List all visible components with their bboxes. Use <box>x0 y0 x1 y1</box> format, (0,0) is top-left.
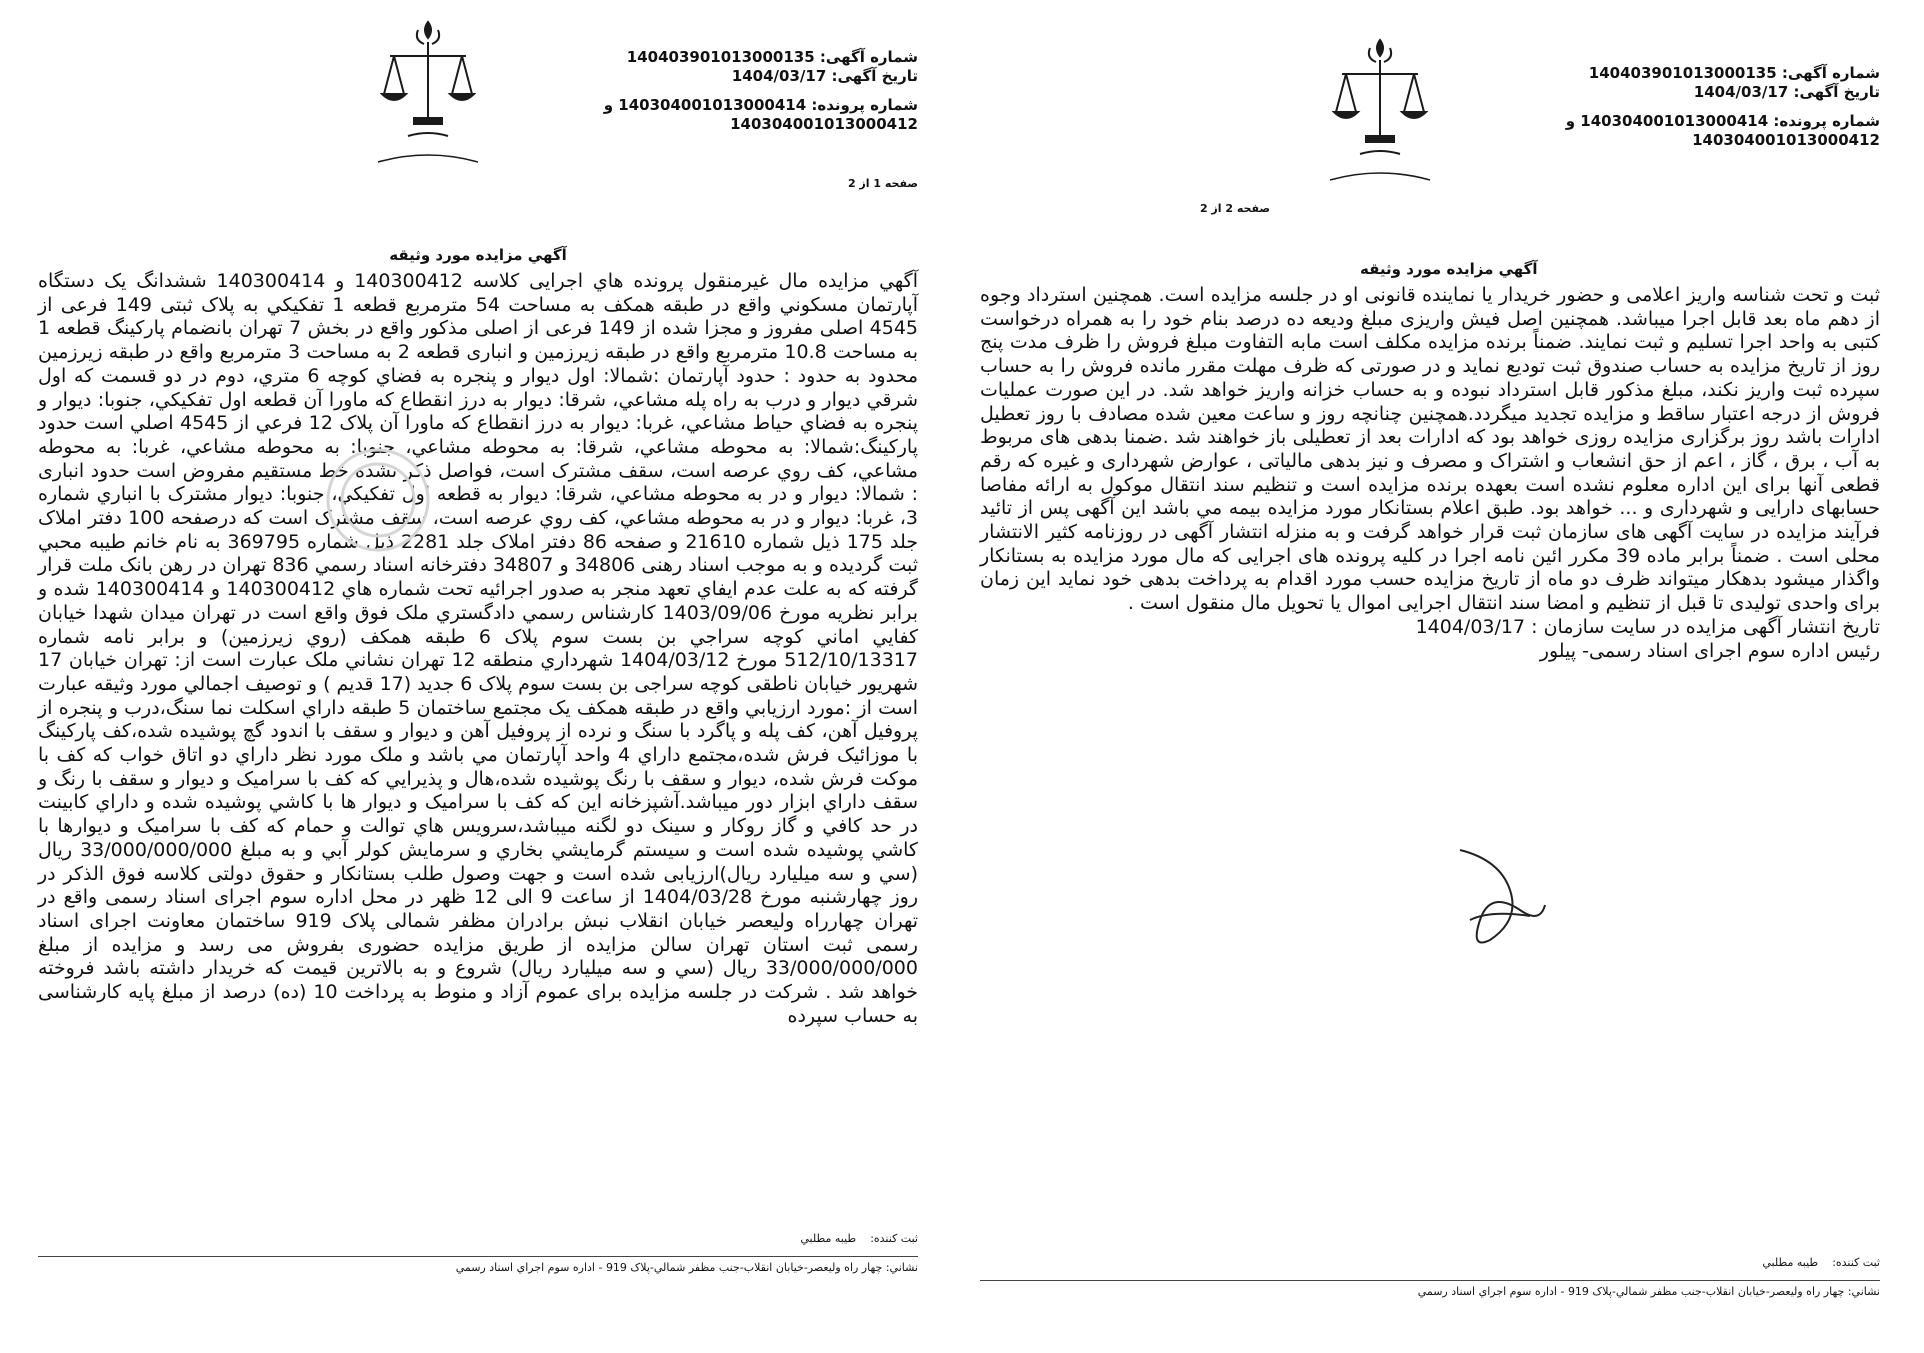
ad-number: 140403901013000135 <box>626 48 815 66</box>
file-number-2: 140304001013000412 <box>1692 131 1880 149</box>
page-footer <box>980 1256 1880 1298</box>
watermark-stamp-icon <box>278 440 478 560</box>
recorder-label: ثبت كننده: <box>1832 1256 1880 1269</box>
page-header <box>980 0 1880 215</box>
page-number: صفحه 1 از 2 <box>847 177 918 190</box>
ad-date: 1404/03/17 <box>731 67 827 85</box>
file-number-1: 140304001013000414 <box>1580 112 1769 130</box>
notice-title: آگهي مزايده مورد وثيقه <box>389 246 567 264</box>
notice-body: آگهي مزايده مال غيرمنقول پرونده هاي اجرايی كلاسه 140300412 و 140300414 ششدانگ يک دستگاه آپارتمان مسكوني واقع در طبقه همكف به مساحت 54 مترمربع قطعه 1 تفكيكي به پلاک ثبتی 149 فرعی از 4545 اصلی مفروز و مجزا شده از 149 فرعی از اصلی مذكور واقع در بخش 7 تهران بانضمام پاركينگ قطعه 1 به مساحت 10.8 مترمربع واقع در طبقه زيرزمين و انباری قطعه 2 به مساحت 3 مترمربع واقع در طبقه زيرزمين محدود به حدود : حدود آپارتمان :شمالا: اول ديوار و پنجره به فضاي كوچه 6 متري، دوم در دو قسمت كه اول شرقي ديوار و درب به راه پله مشاعي، شرقا: ديوار به درز انقطاع كه ماورا آن قطعه اول تفكيكي، جنوبا: ديوار و پنجره به فضاي حياط مشاعي، غربا: ديوار به درز انقطاع كه ماورا آن پلاک 12 فرعي از 4545 اصلي است حدود پاركينگ:شمالا: به محوطه مشاعي، شرقا: به محوطه مشاعي، جنوبا: به محوطه مشاعي، غربا: به محوطه مشاعي، كف روي عرصه است، سقف مشترک است، فواصل ذكر نشده خط مستقيم مفروض است حدود انباری : شمالا: ديوار و در به محوطه مشاعي، شرقا: ديوار به قطعه اول تفكيكي، جنوبا: ديوار مشترک با انباري شماره 3، غربا: ديوار و در به محوطه مشاعي، كف روي عرصه است، سقف مشترک است كه درصفحه 100 دفتر املاک جلد 175 ذيل شماره 21610 و صفحه 86 دفتر املاک جلد 2281 ذيل شماره 369795 به نام خانم طيبه محبي ثبت گرديده و به موجب اسناد رهنی 34806 و 34807 دفترخانه اسناد رسمي 836 تهران در رهن بانک ملت قرار گرفته كه به علت عدم ايفاي تعهد منجر به صدور اجرائيه تحت شماره هاي 140300412 و 140300414 شده و برابر نظريه مورخ 1403/09/06 كارشناس رسمي دادگستري ملک فوق واقع است در تهران ميدان شهدا خيابان كفايي اماني كوچه سراجي بن بست سوم پلاک 6 طبقه همكف (روي زيرزمين) و برابر نامه شماره 512/10/13317 مورخ 1404/03/12 شهرداري منطقه 12 تهران نشاني ملک عبارت است از: تهران خيابان 17 شهريور خيابان ناطقی كوچه سراجی بن بست سوم پلاک 6 جديد (17 قديم ) و توصيف اجمالي مورد وثيقه عبارت است از :مورد ارزيابي واقع در طبقه همكف يک مجتمع ساختمان 5 طبقه داراي اسكلت نما سنگ،درب و پنجره از پروفيل آهن، كف پله و پاگرد با سنگ و نرده از پروفيل آهن و ديوار و سقف با اندود گچ پوشيده شده،كف پاركينگ با موزائيک فرش شده،مجتمع داراي 4 واحد آپارتمان مي باشد و ملک مورد نظر داراي دو اتاق خواب كه كف با موكت فرش شده، ديوار و سقف با رنگ پوشيده شده،هال و پذيرايي كه كف با سراميک و ديوار و سقف با رنگ و سقف داراي ابزار دور ميباشد.آشپزخانه اين كه كف با سراميک و ديوار ها با كاشي پوشيده شده و داراي كابينت در حد كافي و گاز روكار و سينک دو لگنه ميباشد،سرويس هاي توالت و حمام كه كف با سراميک و ديوارها با كاشي پوشيده شده است و سيستم گرمايشي بخاري و سرمايش كولر آبي و به مبلغ 33/000/000/000 ريال (سي و سه ميليارد ريال)ارزيابی شده است و جهت وصول طلب بستانكار و حقوق دولتی كلاسه فوق الذكر در روز چهارشنبه مورخ 1404/03/28 از ساعت 9 الی 12 ظهر در محل اداره سوم اجرای اسناد رسمی واقع در تهران چهارراه وليعصر خيابان انقلاب نبش برادران مظفر شمالی پلاک 919 ساختمان معاونت اجرای اسناد رسمی ثبت استان تهران سالن مزايده از طريق مزايده حضوری بفروش می رسد و مزايده از مبلغ 33/000/000/000 ريال (سي و سه ميليارد ريال) شروع و به بالاترين قيمت كه خريدار داشته باشد فروخته خواهد شد . شركت در جلسه مزايده برای عموم آزاد و منوط به پرداخت 10 (ده) درصد از مبلغ پايه كارشناسی به حساب سپرده <box>38 270 919 1027</box>
judiciary-emblem-icon <box>1320 30 1440 190</box>
footer-divider <box>980 1280 1880 1281</box>
signer-line: رئيس اداره سوم اجرای اسناد رسمی- پيلور <box>1539 639 1880 662</box>
recorder-label: ثبت كننده: <box>870 1232 918 1245</box>
recorder-name: طيبه مطلبي <box>800 1232 857 1245</box>
ad-date-label: تاریخ آگهی: <box>1793 83 1880 101</box>
notice-page-1 <box>38 0 918 1353</box>
and-word: و <box>603 96 614 114</box>
ad-date: 1404/03/17 <box>1693 83 1789 101</box>
ad-number-label: شماره آگهی: <box>819 48 918 66</box>
ad-date-label: تاریخ آگهی: <box>831 67 918 85</box>
signature-icon <box>1440 830 1550 960</box>
page-footer <box>38 1232 918 1274</box>
publish-date-line: تاريخ انتشار آگهی مزايده در سايت سازمان : 1404/03/17 <box>1415 615 1880 638</box>
file-number-label: شماره پرونده: <box>811 96 918 114</box>
ad-number: 140403901013000135 <box>1588 64 1777 82</box>
page-header <box>38 0 918 190</box>
notice-meta <box>1566 64 1880 150</box>
office-address: نشاني: چهار راه وليعصر-خيابان انقلاب-جنب مظفر شمالي-پلاک 919 - اداره سوم اجراي اسناد رسمي <box>1417 1285 1880 1298</box>
ad-number-label: شماره آگهی: <box>1781 64 1880 82</box>
judiciary-emblem-icon <box>368 12 488 172</box>
office-address: نشاني: چهار راه وليعصر-خيابان انقلاب-جنب مظفر شمالي-پلاک 919 - اداره سوم اجراي اسناد رسمي <box>455 1261 918 1274</box>
file-number-2: 140304001013000412 <box>730 115 918 133</box>
file-number-1: 140304001013000414 <box>618 96 807 114</box>
file-number-label: شماره پرونده: <box>1773 112 1880 130</box>
footer-divider <box>38 1256 918 1257</box>
page-number: صفحه 2 از 2 <box>1199 202 1270 215</box>
notice-page-2 <box>980 0 1880 1353</box>
notice-body: ثبت و تحت شناسه واريز اعلامی و حضور خريدار يا نماينده قانونی او در جلسه مزايده است. همچنين استرداد وجوه از دهم ماه بعد قابل اجرا ميباشد. همچنين اصل فيش واريزی مبلغ وديعه ده درصد بنام خود را به همراه درخواست كتبی به واحد اجرا تسليم و ثبت نمايند. ضمناً برنده مزايده مكلف است مابه التفاوت مبلغ فروش را ظرف مدت پنج روز از تاريخ مزايده به حساب صندوق ثبت توديع نمايد و در صورتی كه ظرف مهلت مقرر مانده فروش را به حساب سپرده ثبت واريز نكند، مبلغ مذكور قابل استرداد نبوده و به حساب خزانه واريز خواهد شد. در اين صورت عمليات فروش از درجه اعتبار ساقط و مزايده تجديد ميگردد.همچنين چنانچه روز و ساعت معين شده مصادف با روز تعطيل ادارات باشد روز برگزاری مزايده روزی خواهد بود كه ادارات بعد از تعطيلی باز خواهند شد .ضمنا بدهی های مربوط به آب ، برق ، گاز ، اعم از حق انشعاب و اشتراک و مصرف و نيز بدهی مالياتی ، عوارض شهرداری و غيره كه رقم قطعی آنها برای اين اداره معلوم نشده است بعهده برنده مزايده است و تنظيم سند انتقال موكول به ارائه مفاصا حسابهای دارايی و شهرداری و ... خواهد بود. طبق اعلام بستانكار مورد مزايده بيمه مي باشد اين آگهی پس از تائيد فرآيند مزايده در سايت آگهی های سازمان ثبت قرار خواهد گرفت و به منزله انتشار آگهی در روزنامه كثير الانتشار محلی است . ضمناً برابر ماده 39 مكرر ائين نامه اجرا در كليه پرونده های اجرايی كه مال مورد مزايده به بستانكار واگذار ميشود بدهكار ميتواند ظرف دو ماه از تاريخ مزايده حسب مورد اقدام به پرداخت بدهی خود نمايد اين زمان برای واحدی توليدی تا قبل از تنظيم و امضا سند انتقال اجرايی اموال يا تحويل مال منقول است . <box>980 284 1881 615</box>
and-word: و <box>1565 112 1576 130</box>
recorder-name: طيبه مطلبي <box>1762 1256 1819 1269</box>
notice-title: آگهي مزايده مورد وثيقه <box>1360 260 1538 278</box>
notice-meta <box>604 48 918 134</box>
